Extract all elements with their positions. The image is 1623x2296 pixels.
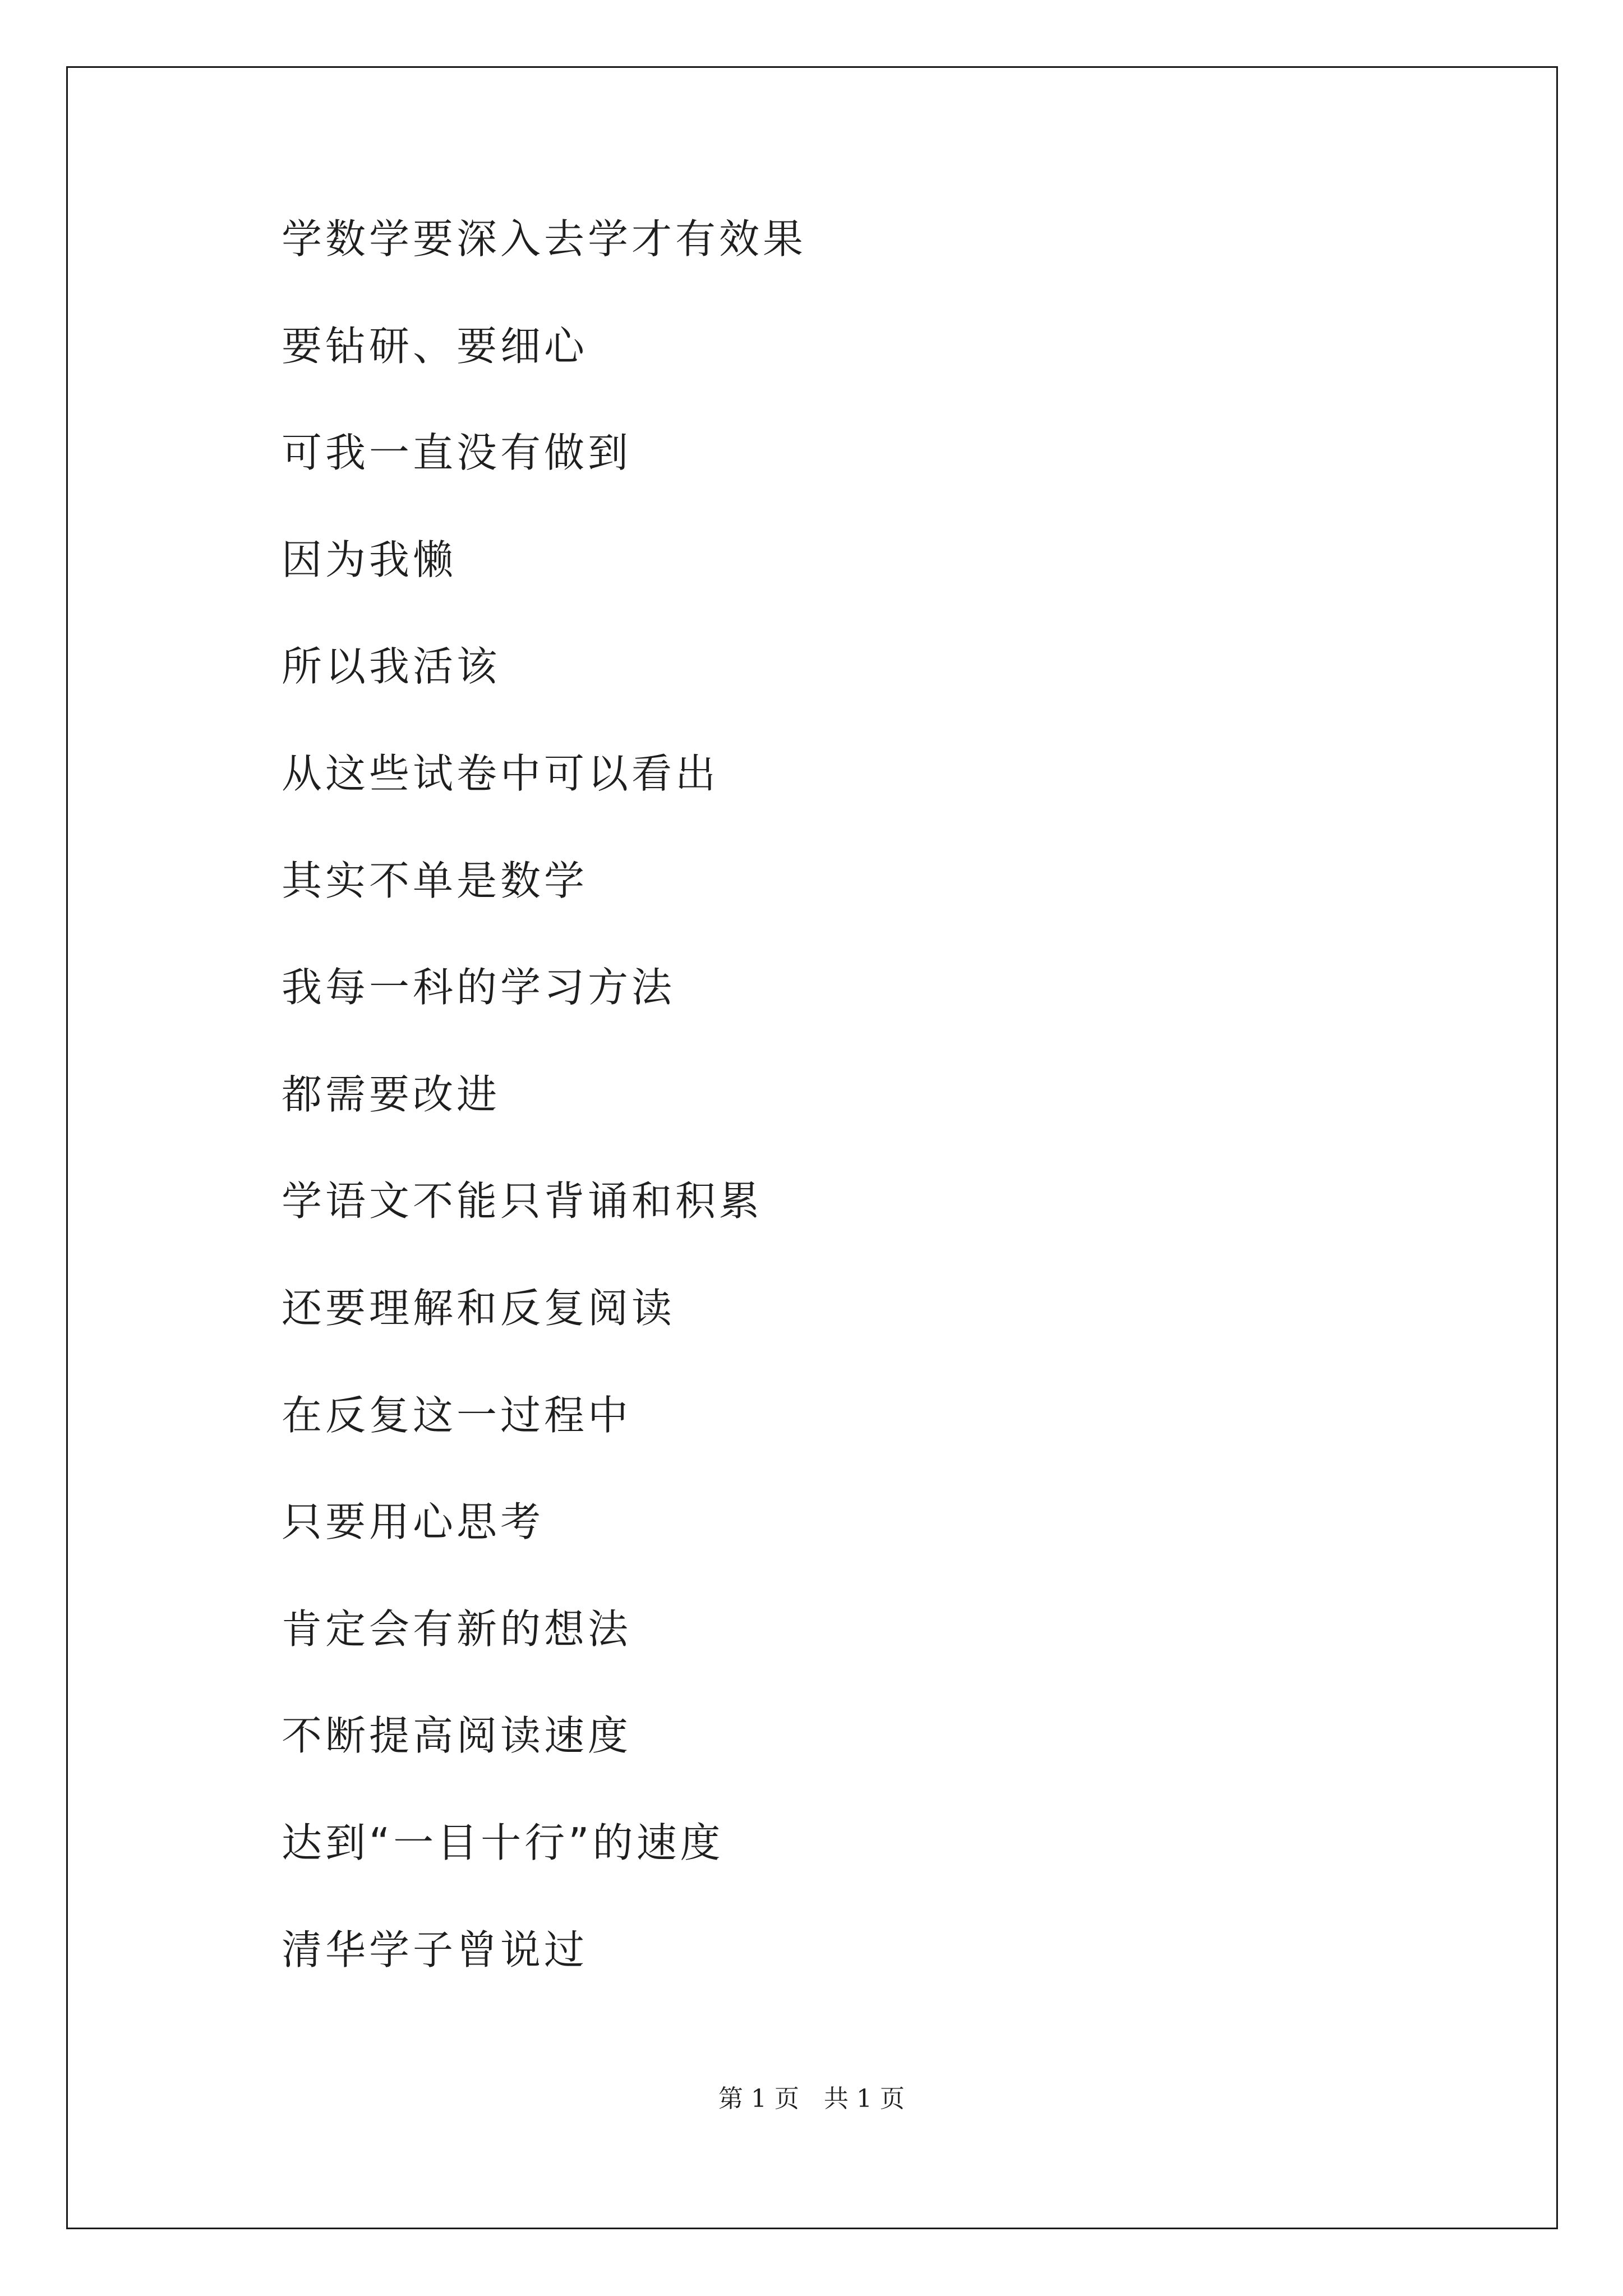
text-line: 因为我懒 [282,536,457,583]
text-line: 只要用心思考 [282,1498,545,1546]
document-body [282,215,1515,2036]
text-line: 所以我活该 [282,643,501,691]
text-line: 在反复这一过程中 [282,1391,632,1439]
text-line: 其实不单是数学 [282,857,588,904]
text-line: 学语文不能只背诵和积累 [282,1177,763,1225]
page-number-footer: 第 1 页 共 1 页 [718,2085,905,2113]
text-line: 我每一科的学习方法 [282,964,676,1011]
text-line: 从这些试卷中可以看出 [282,749,720,797]
text-line: 清华学子曾说过 [282,1926,588,1973]
text-line: 肯定会有新的想法 [282,1605,632,1653]
text-line: 学数学要深入去学才有效果 [282,215,807,263]
text-line: 都需要改进 [282,1070,501,1118]
text-line: 可我一直没有做到 [282,429,632,477]
text-line: 不断提高阅读速度 [282,1712,632,1760]
text-line: 要钻研、要细心 [282,322,588,370]
text-line: 还要理解和反复阅读 [282,1284,676,1332]
text-line: 达到“一目十行”的速度 [282,1819,724,1866]
